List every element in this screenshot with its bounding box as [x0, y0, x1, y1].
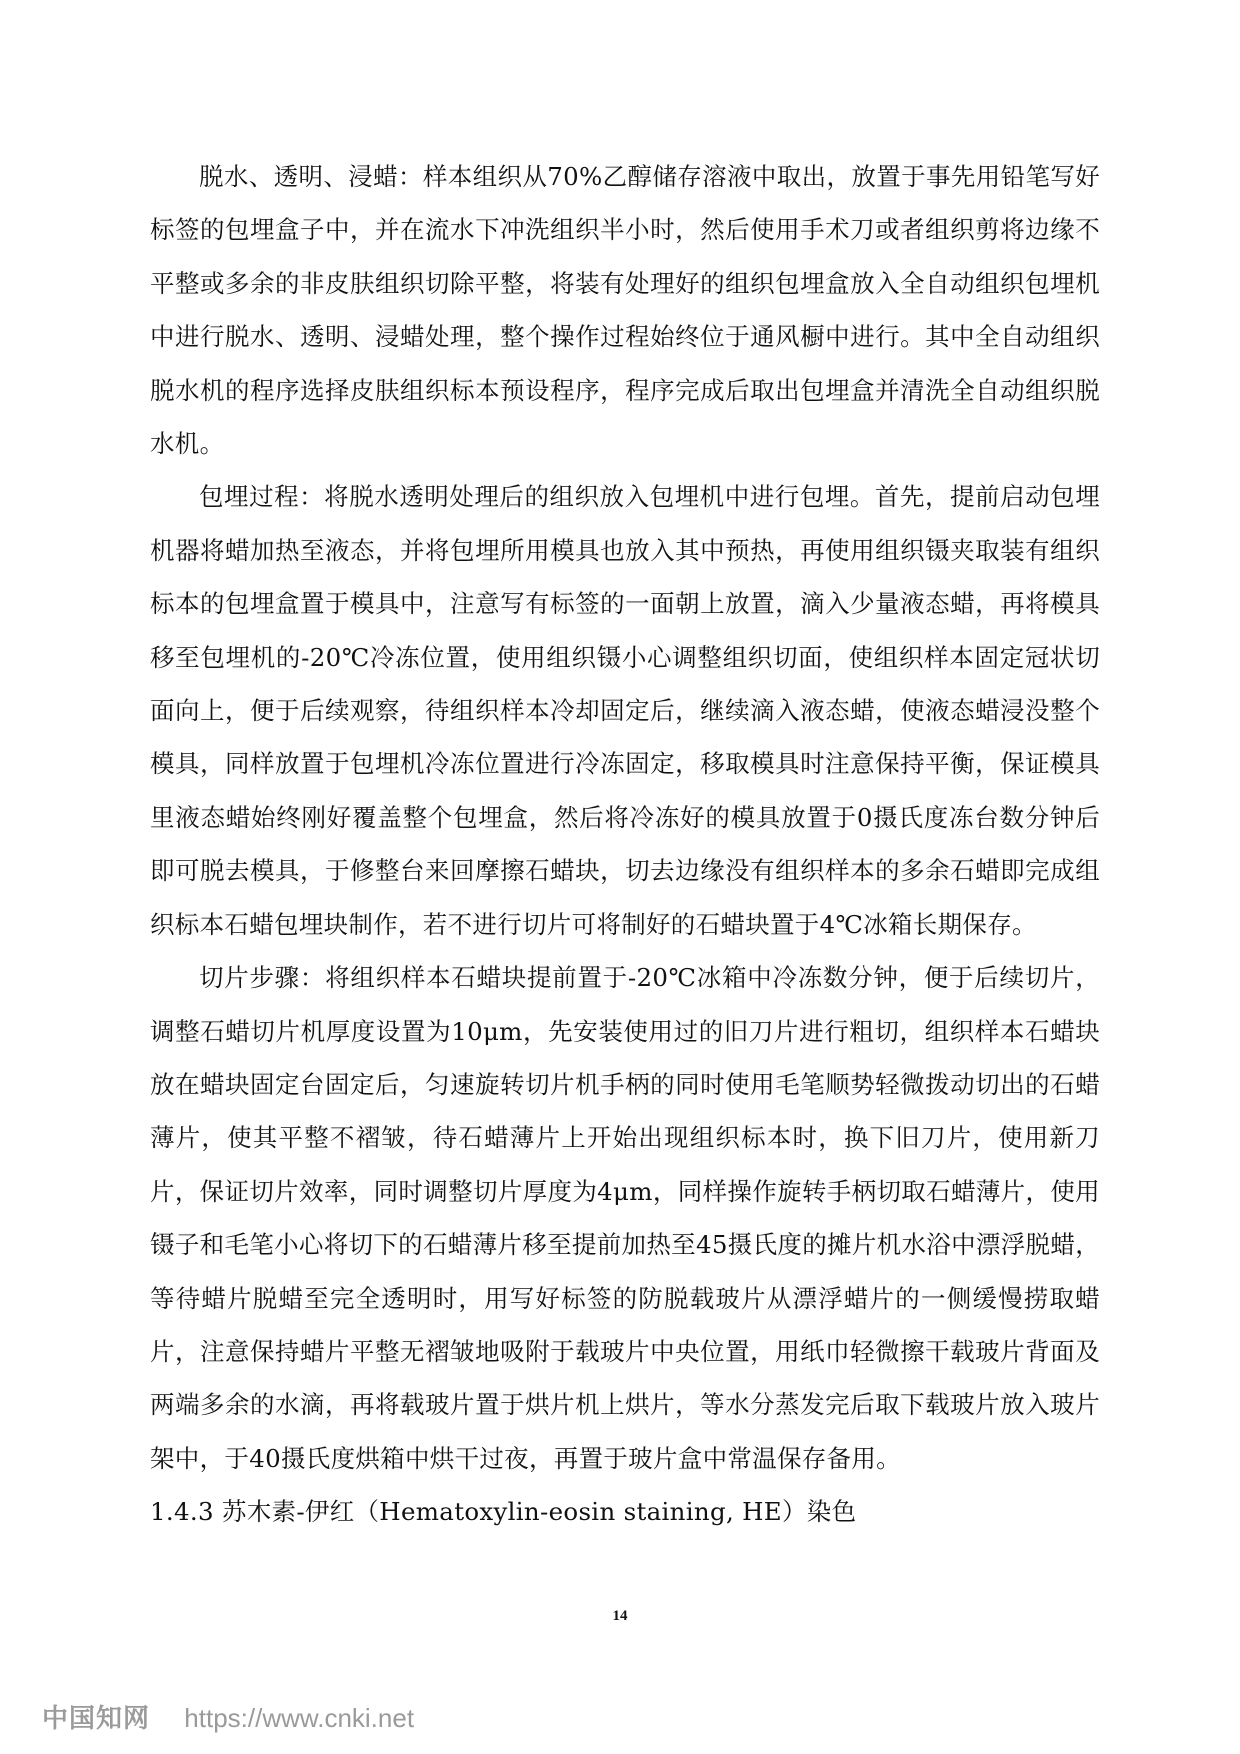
paragraph-embedding: 包埋过程：将脱水透明处理后的组织放入包埋机中进行包埋。首先，提前启动包埋机器将蜡加热至液态，并将包埋所用模具也放入其中预热，再使用组织镊夹取装有组织标本的包埋盒置于模具中，注意写有标签的一面朝上放置，滴入少量液态蜡，再将模具移至包埋机的-20℃冷冻位置，使用组织镊小心调整组织切面，使组织样本固定冠状切面向上，便于后续观察，待组织样本冷却固定后，继续滴入液态蜡，使液态蜡浸没整个模具，同样放置于包埋机冷冻位置进行冷冻固定，移取模具时注意保持平衡，保证模具里液态蜡始终刚好覆盖整个包埋盒，然后将冷冻好的模具放置于0摄氏度冻台数分钟后即可脱去模具，于修整台来回摩擦石蜡块，切去边缘没有组织样本的多余石蜡即完成组织标本石蜡包埋块制作，若不进行切片可将制好的石蜡块置于4℃冰箱长期保存。 [150, 482, 1100, 939]
paragraph-sectioning: 切片步骤：将组织样本石蜡块提前置于-20℃冰箱中冷冻数分钟，便于后续切片，调整石蜡切片机厚度设置为10μm，先安装使用过的旧刀片进行粗切，组织样本石蜡块放在蜡块固定台固定后，匀速旋转切片机手柄的同时使用毛笔顺势轻微拨动切出的石蜡薄片，使其平整不褶皱，待石蜡薄片上开始出现组织标本时，换下旧刀片，使用新刀片，保证切片效率，同时调整切片厚度为4μm，同样操作旋转手柄切取石蜡薄片，使用镊子和毛笔小心将切下的石蜡薄片移至提前加热至45摄氏度的摊片机水浴中漂浮脱蜡，等待蜡片脱蜡至完全透明时，用写好标签的防脱载玻片从漂浮蜡片的一侧缓慢捞取蜡片，注意保持蜡片平整无褶皱地吸附于载玻片中央位置，用纸巾轻微擦干载玻片背面及两端多余的水滴，再将载玻片置于烘片机上烘片，等水分蒸发完后取下载玻片放入玻片架中，于40摄氏度烘箱中烘干过夜，再置于玻片盒中常温保存备用。 [150, 963, 1100, 1473]
watermark-url: https://www.cnki.net [184, 1703, 415, 1733]
document-body [150, 150, 1100, 1539]
cnki-watermark [42, 1698, 414, 1735]
section-heading: 1.4.3 苏木素-伊红（Hematoxylin-eosin staining, HE）染色 [150, 1497, 857, 1527]
page-number: 14 [612, 1608, 628, 1624]
watermark-logo: 中国知网 [42, 1704, 151, 1734]
paragraph-dehydration: 脱水、透明、浸蜡：样本组织从70%乙醇储存溶液中取出，放置于事先用铅笔写好标签的包埋盒子中，并在流水下冲洗组织半小时，然后使用手术刀或者组织剪将边缘不平整或多余的非皮肤组织切除平整，将装有处理好的组织包埋盒放入全自动组织包埋机中进行脱水、透明、浸蜡处理，整个操作过程始终位于通风橱中进行。其中全自动组织脱水机的程序选择皮肤组织标本预设程序，程序完成后取出包埋盒并清洗全自动组织脱水机。 [150, 162, 1100, 459]
